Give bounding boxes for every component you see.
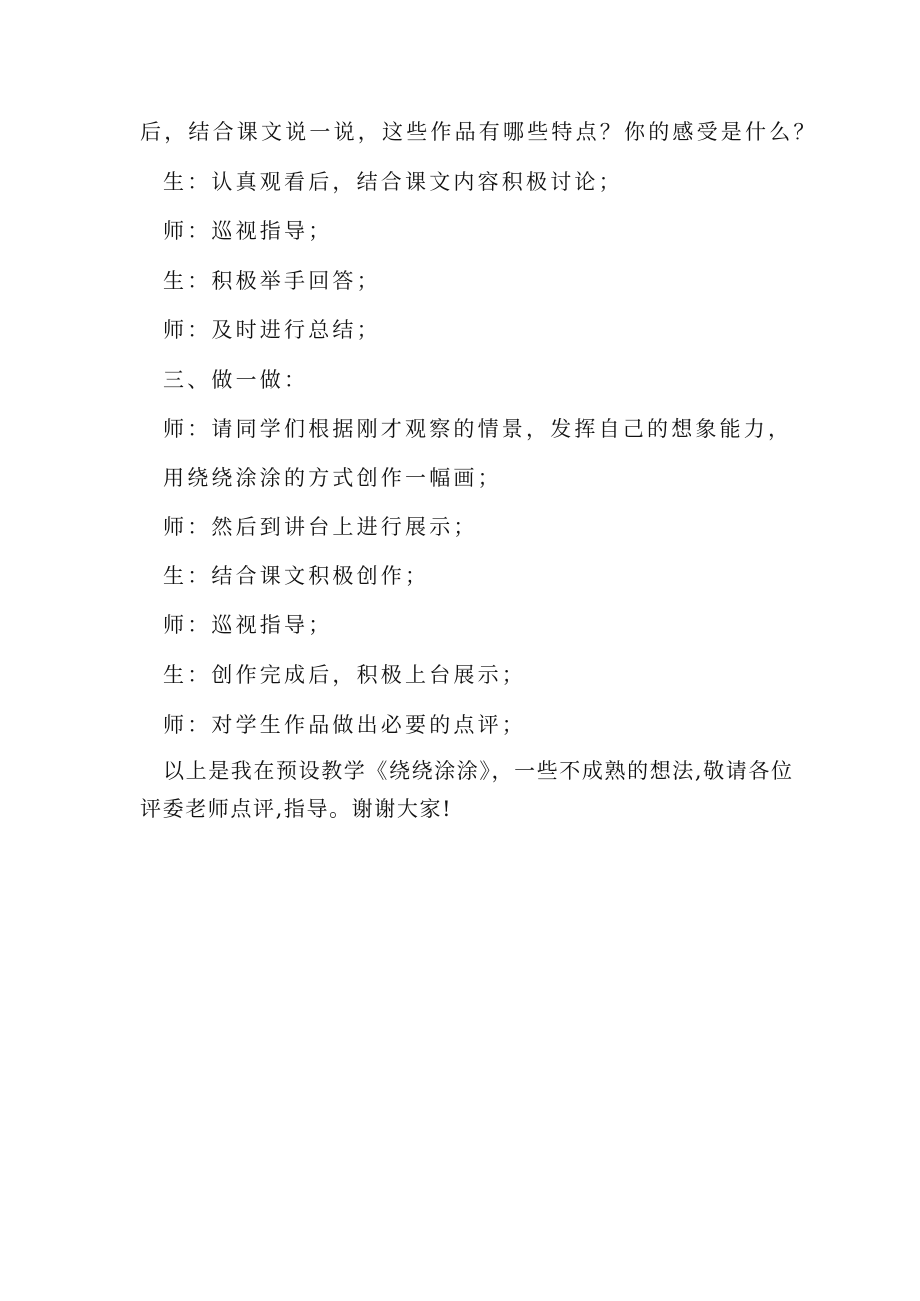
closing-line: 评委老师点评,指导。谢谢大家! (140, 797, 453, 821)
body-line: 师：请同学们根据刚才观察的情景，发挥自己的想象能力， (163, 417, 793, 441)
body-line: 师：巡视指导； (163, 219, 333, 243)
body-line: 生：积极举手回答； (163, 269, 381, 293)
body-line: 用绕绕涂涂的方式创作一幅画； (163, 466, 502, 490)
body-line: 师：巡视指导； (163, 613, 333, 637)
body-line: 师：及时进行总结； (163, 318, 381, 342)
body-line: 师：对学生作品做出必要的点评； (163, 713, 526, 737)
section-heading: 三、做一做： (163, 368, 309, 392)
closing-line: 以上是我在预设教学《绕绕涂涂》，一些不成熟的想法,敬请各位 (163, 759, 794, 783)
body-line: 生：创作完成后，积极上台展示； (163, 663, 526, 687)
body-line: 师：然后到讲台上进行展示； (163, 515, 478, 539)
body-line: 生：认真观看后，结合课文内容积极讨论； (163, 170, 623, 194)
body-line: 后，结合课文说一说，这些作品有哪些特点？你的感受是什么？ (140, 120, 818, 144)
body-line: 生：结合课文积极创作； (163, 564, 430, 588)
